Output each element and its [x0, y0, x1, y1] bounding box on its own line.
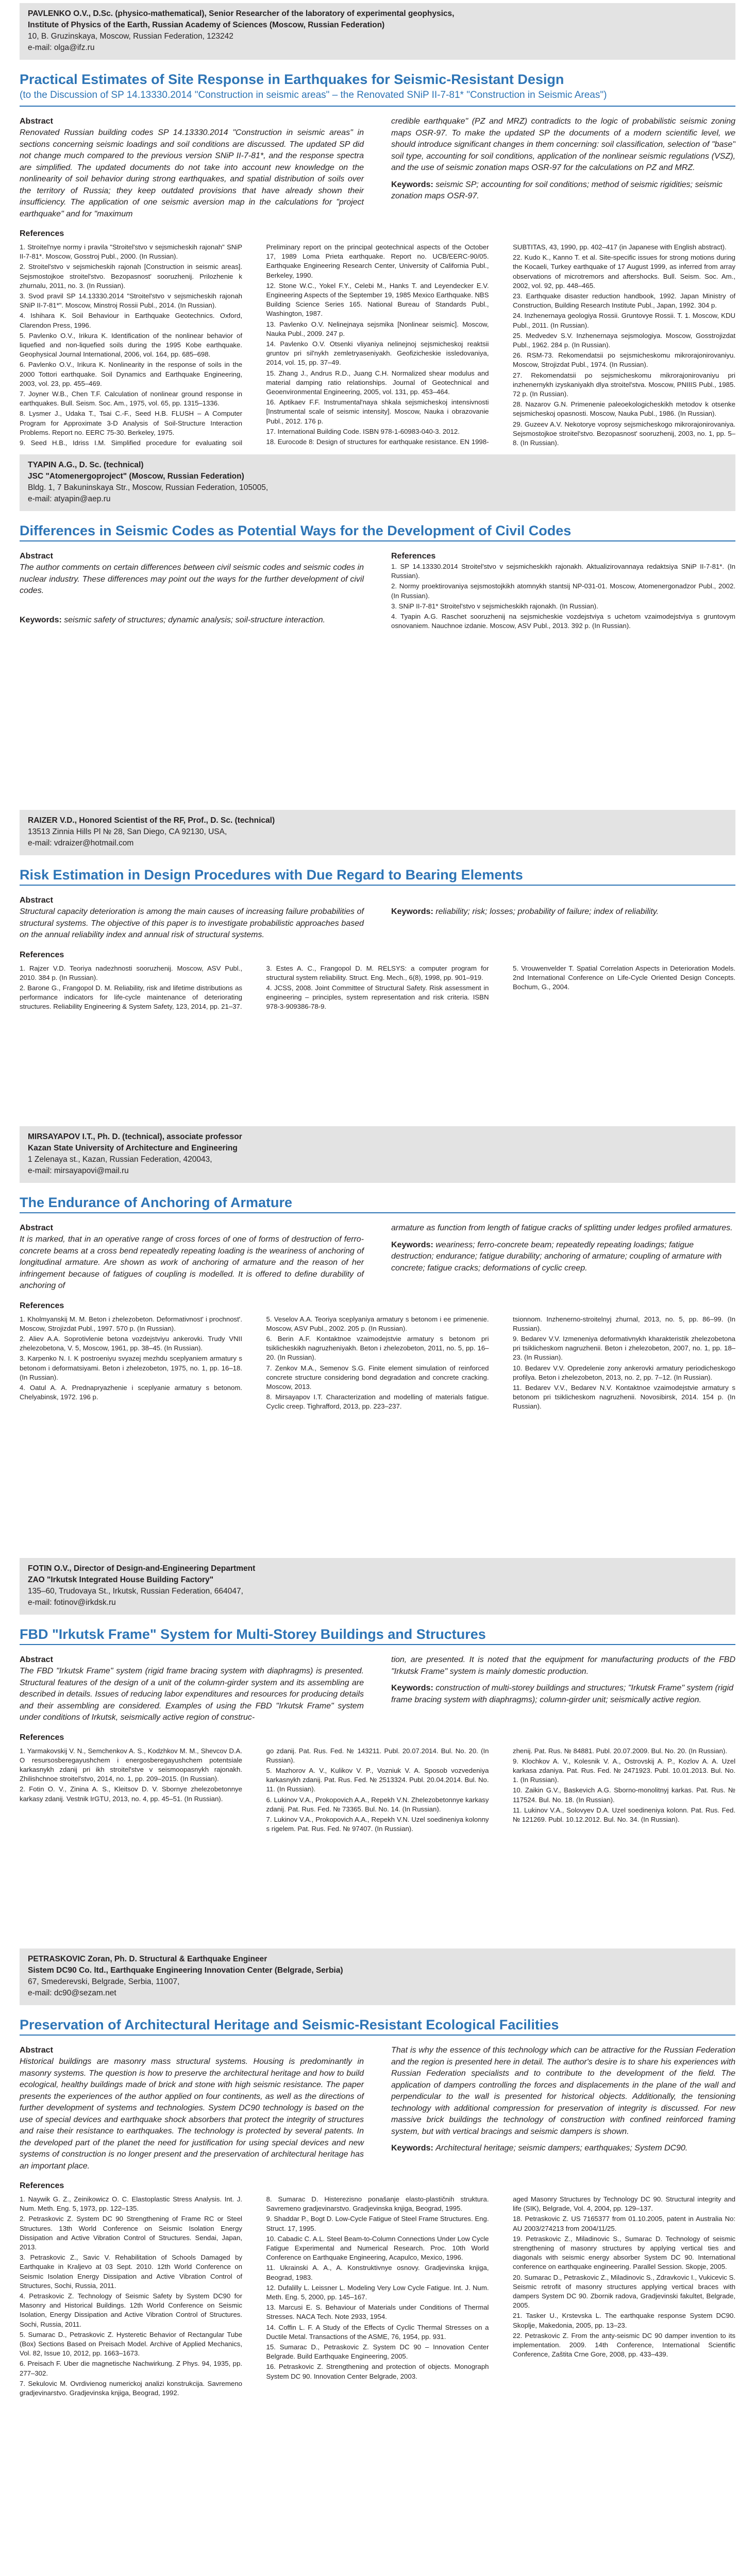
keywords-label: Keywords: [20, 615, 59, 624]
reference-item: 10. Zaikin G.V., Baskevich A.G. Sborno-monolitnyj karkas. Pat. Rus. № 117524. Bul. No. 18. (In Russian).: [513, 1786, 735, 1804]
author-box: [20, 3, 735, 60]
references: [20, 1315, 735, 1413]
article-title: The Endurance of Anchoring of Armature: [20, 1195, 293, 1210]
author-box: [20, 1558, 735, 1615]
author-address: 10, B. Gruzinskaya, Moscow, Russian Federation, 123242: [28, 32, 233, 41]
keywords: Keywords: seismic safety of structures; dynamic analysis; soil-structure interaction.: [20, 615, 326, 624]
abstract-label: Abstract: [20, 117, 53, 126]
reference-item: 27. Rekomendatsii po sejsmicheskomu mikrorajonirovaniyu pri inzhenernykh izyskaniyakh dlya stroitel'stva. Moscow, PNIIIS Publ., 1985. 72 p. (In Russian).: [513, 371, 735, 398]
reference-item: 16. Aptikaev F.F. Instrumental'naya shkala sejsmicheskoj intensivnosti [Instrumental scale of seismic intensity]. Moscow, Nauka i obrazovanie Publ., 2012. 176 p.: [266, 398, 489, 425]
author-address: 67, Smederevski, Belgrade, Serbia, 11007,: [28, 1977, 180, 1986]
references-col-2: [266, 2195, 489, 2399]
reference-item: go zdanij. Pat. Rus. Fed. № 143211. Publ. 20.07.2014. Bul. No. 20. (In Russian).: [266, 1747, 489, 1764]
abstract-text-left: Renovated Russian building codes SP 14.13330.2014 "Construction in seismic areas" in sections concerning seismic loadings and soil conditions are discussed. The updated SP did not change much compared to the previous version SNiP II-7-81*, and the response spectra are simplified. The updated documents do not take into account new knowledge on the nonlinearity of soil behavior during strong earthquakes, and spatial distribution of soils over the territory of Russia; they keep outdated provisions that have already shown their insufficiency. The application of one seismic aversion map in the calculations for "project earthquake" and for "maximum: [20, 128, 364, 218]
keywords-text: construction of multi-storey buildings and structures; "Irkutsk Frame" system (rigid frame bracing system with diaphragms); column-girder unit; seismically active region.: [391, 1684, 734, 1704]
references-col-2: [266, 1747, 489, 1835]
abstract-section: [20, 1223, 735, 1292]
keywords-label: Keywords: [391, 180, 431, 189]
title-rule: [20, 106, 735, 107]
reference-item: 2. Normy proektirovaniya sejsmostojkikh atomnykh stantsij NP-031-01. Moscow, Atomenergonadzor Publ., 2002. (In Russian).: [391, 582, 735, 600]
keywords-text: weariness; ferro-concrete beam; repeatedly repeating loadings; fatigue destruction; endurance; fatigue durability; anchoring of armature; coupling of armature with concrete; fatigue cracks; deformations of cyclic creep.: [391, 1240, 722, 1273]
reference-item: 25. Medvedev S.V. Inzhenernaya sejsmologiya. Moscow, Gosstrojizdat Publ., 1962. 284 p. (In Russian).: [513, 331, 735, 349]
keywords: Keywords: reliability; risk; losses; probability of failure; index of reliability.: [391, 907, 659, 916]
article-tyapin: [20, 454, 735, 805]
abstract-section: [20, 1654, 735, 1724]
reference-item: 3. SNiP II-7-81* Stroitel'stvo v sejsmicheskikh rajonakh. (In Russian).: [391, 602, 598, 610]
author-affiliation: JSC "Atomenergoproject" (Moscow, Russian Federation): [28, 472, 244, 481]
reference-item: 12. Stone W.C., Yokel F.Y., Celebi M., Hanks T. and Leyendecker E.V. Engineering Aspects of the September 19, 1985 Mexico Earthquake. NBS Building Science Series 165. National Bureau of Standards Publ., Washington, 1987.: [266, 281, 489, 318]
reference-item: 11. Ukrainski A. A., A. Konstruktivnye osnovy. Gradjevinska knjiga, Beograd, 1983.: [266, 2264, 489, 2281]
references-label: References: [20, 2181, 64, 2190]
abstract-section: [20, 551, 735, 632]
reference-item: 7. Sekulovic M. Ovrdivienog numerickoj analizi konstrukcija. Savremeno gradjevinarstvo. Gradjevinska knjiga, Beograd, 1992.: [20, 2379, 242, 2397]
keywords: Keywords: Architectural heritage; seismic dampers; earthquakes; System DC90.: [391, 2144, 688, 2153]
reference-item: 8. Sumarac D. Histerezisno ponašanje elasto-plastičnih struktura. Savremeno gradjevinarstvo. Gradjevinska knjiga, Beograd, 1995.: [266, 2195, 489, 2213]
reference-item: 2. Aliev A.A. Soprotivlenie betona vozdejstviyu ankerovki. Trudy VNII zhelezobetona, V. 5, Moscow, 1961, pp. 38–45. (In Russian).: [20, 1334, 242, 1352]
reference-item: 6. Berin A.F. Kontaktnoe vzaimodejstvie armatury s betonom pri tsiklicheskikh nagruzheniyakh. Beton i zhelezobeton, 2011, no. 5, pp. 16–20. (In Russian).: [266, 1334, 489, 1362]
references-col-3: [513, 243, 735, 448]
reference-item: 4. Tyapin A.G. Raschet sooruzhenij na sejsmicheskie vozdejstviya s uchetom vzaimodejstviya s gruntovym osnovaniem. Nauchnoe izdanie. Moscow, ASV Publ., 2013. 392 p. (In Russian).: [391, 613, 735, 630]
reference-item: 22. Petraskovic Z. From the anty-seismic DC 90 damper invention to its implementation. 2009. 14th Conference, International Scientific Conference, Zaštita Crne Gore, 2008, pp. 433–439.: [513, 2331, 735, 2359]
author-box: [20, 810, 735, 855]
references-label: References: [20, 229, 64, 238]
author-affiliation: Institute of Physics of the Earth, Russian Academy of Sciences (Moscow, Russian Federation): [28, 21, 385, 29]
abstract-label: Abstract: [20, 1655, 53, 1664]
abstract-text: The author comments on certain differences between civil seismic codes and seismic codes in nuclear industry. These differences may point out the ways for the further development of civil codes.: [20, 563, 364, 595]
keywords-text: Architectural heritage; seismic dampers; earthquakes; System DC90.: [435, 2144, 688, 2153]
title-rule: [20, 1644, 735, 1645]
references-label: References: [20, 950, 64, 959]
title-rule: [20, 885, 735, 886]
keywords-text: seismic safety of structures; dynamic analysis; soil-structure interaction.: [64, 615, 326, 624]
reference-item: 19. Petraskovic Z., Miladinovic S., Sumarac D. Technology of seismic strengthening of masonry structures by applying vertical ties and diagonals with seismic energy absorber System DC 90. International conference on earthquake engineering. Parallel Session. Skopje, 2005.: [513, 2234, 735, 2271]
reference-item: 1. Stroitel'nye normy i pravila "Stroitel'stvo v sejsmicheskih rajonah" SNiP II-7-81*. Moscow, Gosstroj Publ., 2000. (In Russian).: [20, 243, 242, 261]
abstract-text-right: tion, are presented. It is noted that the equipment for manufacturing products of the FBD "Irkutsk Frame" system is mainly domestic production.: [391, 1655, 735, 1676]
abstract-label: Abstract: [20, 2046, 53, 2055]
reference-item: aged Masonry Structures by Technology DC 90. Structural integrity and life (SIK), Belgrade, Vol. 4, 2004, pp. 129–137.: [513, 2195, 735, 2213]
reference-item: 9. Bedarev V.V. Izmeneniya deformativnykh kharakteristik zhelezobetona pri tsiklicheskom nagruzhenii. Beton i zhelezobeton, 2007, no. 1, pp. 18–23. (In Russian).: [513, 1334, 735, 1362]
reference-item: 16. Petraskovic Z. Strengthening and protection of objects. Monograph System DC 90. Innovation Center Belgrade, 2003.: [266, 2363, 489, 2380]
reference-item: 5. Pavlenko O.V., Irikura K. Identification of the nonlinear behavior of liquefied and non-liquefied soils during the 1995 Kobe earthquake. Geophysical Journal International, 2006, vol. 164, pp. 685–698.: [20, 331, 242, 359]
reference-item: tsionnom. Inzhenerno-stroitelnyj zhurnal, 2013, no. 5, pp. 86–99. (In Russian).: [513, 1315, 735, 1332]
keywords-label: Keywords: [391, 907, 431, 916]
author-email[interactable]: e-mail: dc90@sezam.net: [28, 1989, 116, 1997]
keywords: Keywords: weariness; ferro-concrete beam; repeatedly repeating loadings; fatigue destruction; endurance; fatigue durability; anchoring of armature; coupling of armature with concrete; fatigue cracks; deformations of cyclic creep.: [391, 1240, 722, 1273]
references-label: References: [20, 1733, 64, 1742]
author-affiliation: Sistem DC90 Co. ltd., Earthquake Engineering Innovation Center (Belgrade, Serbia): [28, 1966, 343, 1975]
reference-item: 1. Rajzer V.D. Teoriya nadezhnosti sooruzhenij. Moscow, ASV Publ., 2010. 384 p. (In Russian).: [20, 964, 242, 981]
reference-item: 8. Mirsayapov I.T. Characterization and modelling of materials fatigue. Cyclic creep. Tighrafford, 2013, pp. 223–237.: [266, 1393, 489, 1411]
article-title: Risk Estimation in Design Procedures with Due Regard to Bearing Elements: [20, 867, 523, 883]
title-rule: [20, 540, 735, 541]
keywords-text: seismic SP; accounting for soil conditions; method of seismic rigidities; seismic zonation maps OSR-97.: [391, 180, 723, 200]
author-affiliation: Kazan State University of Architecture and Engineering: [28, 1144, 238, 1153]
reference-item: 18. Eurocode 8: Design of structures for earthquake resistance. EN 1998-: [266, 438, 489, 446]
references: [20, 2195, 735, 2399]
reference-item: 18. Petraskovic Z. US 7165377 from 01.10.2005, patent in Australia No: AU 2003/274213 from 2004/11/25.: [513, 2215, 735, 2232]
author-name: PAVLENKO O.V., D.Sc. (physico-mathematical), Senior Researcher of the laboratory of experimental geophysics,: [28, 9, 455, 18]
reference-item: 11. Lukinov V.A., Solovyev D.A. Uzel soedineniya kolonn. Pat. Rus. Fed. № 121269. Publ. 10.12.2012. Bul. No. 34. (In Russian).: [513, 1806, 735, 1823]
references-col-2: [266, 1315, 489, 1413]
keywords-label: Keywords: [391, 1240, 431, 1249]
abstract-text-left: The FBD "Irkutsk Frame" system (rigid frame bracing system with diaphragms) is presented. Structural features of the design of a unit of the column-girder system and its assembling are described in details. Issues of reducing labor expenditures and resources for producing details and their assembling are considered. Examples of using the FBD "Irkutsk Frame" system under conditions of Irkutsk, seismically active region of construc-: [20, 1667, 364, 1722]
references-col-3: [513, 2195, 735, 2399]
reference-item: 6. Pavlenko O.V., Irikura K. Nonlinearity in the response of soils in the 2000 Tottori earthquake. Soil Dynamics and Earthquake Engineering, 2003, vol. 23, pp. 455–469.: [20, 361, 242, 387]
abstract-label: Abstract: [20, 1224, 53, 1232]
reference-item: 23. Earthquake disaster reduction handbook, 1992. Japan Ministry of Construction, Building Research Institute Publ., Japan, 1992. 304 p.: [513, 292, 735, 310]
article-title: Differences in Seismic Codes as Potential Ways for the Development of Civil Codes: [20, 523, 572, 538]
reference-item: 1. SP 14.13330.2014 Stroitel'stvo v sejsmicheskikh rajonakh. Aktualizirovannaya redaktsiya SNiP II-7-81*. (In Russian).: [391, 563, 735, 580]
reference-item: 11. Bedarev V.V., Bedarev N.V. Kontaktnoe vzaimodejstvie armatury s betonom pri tsiklicheskom nagruzhenii. Novosibirsk, 2014. 154 p. (In Russian).: [513, 1383, 735, 1411]
references-list: [391, 562, 735, 631]
references: [20, 1747, 735, 1835]
references-col-3: [513, 964, 735, 1013]
author-email[interactable]: e-mail: olga@ifz.ru: [28, 43, 95, 52]
title-rule: [20, 1212, 735, 1213]
article-pavlenko: [20, 3, 735, 448]
abstract-section: [20, 895, 735, 941]
article-title: Preservation of Architectural Heritage and Seismic-Resistant Ecological Facilities: [20, 2017, 559, 2032]
references-col-1: [20, 2195, 242, 2399]
reference-item: 20. Sumarac D., Petraskovic Z., Miladinovic S., Zdravkovic I., Vukicevic S. Seismic retrofit of masonry structures applying vertical braces with dampers System DC 90. Zbornik radova, Gradjevinski fakultet, Belgrade, 2005.: [513, 2273, 735, 2310]
reference-item: 4. JCSS, 2008. Joint Committee of Structural Safety. Risk assessment in engineering – principles, system representation and risk criteria. ISBN 978-3-909386-78-9.: [266, 984, 489, 1011]
reference-item: 3. Estes A. C., Frangopol D. M. RELSYS: a computer program for structural system reliability. Struct. Eng. Mech., 6(8), 1998, pp. 901–919.: [266, 964, 489, 981]
reference-item: 7. Lukinov V.A., Prokopovich A.A., Repekh V.N. Uzel soedineniya kolonny s rigelem. Pat. Rus. Fed. № 97407. (In Russian).: [266, 1815, 489, 1833]
references-col-3: [513, 1315, 735, 1413]
abstract-section: [20, 116, 735, 220]
title-rule: [20, 2035, 735, 2036]
reference-item: 1. Kholmyanskij M. M. Beton i zhelezobeton. Deformativnost' i prochnost'. Moscow, Strojizdat Publ., 1997. 570 p. (In Russian).: [20, 1315, 242, 1332]
abstract-text-right: credible earthquake" (PZ and MRZ) contradicts to the logic of probabilistic seismic zoning maps OSR-97. To make the updated SP the documents of a modern scientific level, we should introduce significant changes in them concerning: soil classification, selection of "base" soil type, accounting for soil conditions, application of the nonlinear seismic regulations (VSZ), and the use of seismic zonation maps OSR-97 for the calculations on PZ and MRZ.: [391, 117, 735, 172]
reference-item: 28. Nazarov G.N. Primenenie paleoekologicheskikh metodov k otsenke sejsmicheskoj opasnosti. Moscow, Nauka Publ., 1986. (In Russian).: [513, 400, 735, 418]
reference-item: 4. Oatul A. A. Prednapryazhenie i sceplyanie armatury s betonom. Chelyabinsk, 1972. 196 p.: [20, 1383, 242, 1401]
author-box: [20, 1126, 735, 1183]
reference-item: 21. Tasker U., Krstevska L. The earthquake response System DC90. Skoplje, Makedonia, 2005, pp. 13–23.: [513, 2312, 735, 2329]
abstract-label: Abstract: [20, 552, 53, 561]
author-box: [20, 1948, 735, 2005]
abstract-text: Structural capacity deterioration is among the main causes of increasing failure probabilities of structural systems. The objective of this paper is to investigate probabilistic approaches based on the annual reliability index and annual risk of structural systems.: [20, 907, 364, 939]
references-col-2: [266, 964, 489, 1013]
reference-item: 10. Bedarev V.V. Opredelenie zony ankerovki armatury periodicheskogo profilya. Beton i zhelezobeton, 2013, no. 2, pp. 7–12. (In Russian).: [513, 1364, 735, 1381]
reference-item: 7. Zenkov M.A., Semenov S.G. Finite element simulation of reinforced concrete structure considering bond degradation and concrete cracking. Moscow, 2013.: [266, 1364, 489, 1391]
keywords: Keywords: seismic SP; accounting for soil conditions; method of seismic rigidities; seismic zonation maps OSR-97.: [391, 180, 723, 200]
reference-item: 10. Cabadic C. A.L. Steel Beam-to-Column Connections Under Low Cycle Fatigue Experimental and Numerical Research. Proc. 10th World Conference on Earthquake Engineering, Acapulco, Mexico, 1996.: [266, 2234, 489, 2262]
abstract-text-left: Historical buildings are masonry mass structural systems. Housing is predominantly in masonry systems. The question is how to preserve the architectural heritage and how to build ecological, healthy buildings made of brick and stone with high seismic resistance. The paper presents the experiences of the author applied on four continents, as well as the directions of further development of systems and technologies. System DC90 technology is based on the use of special devices and earthquake shock absorbers that protect the integrity of structures and raise their resistance to earthquakes. The technology is protected by several patents. In the developed part of the planet the need for justification for using special devices and new systems of construction is no longer present and the preservation of architectural heritage has an important place.: [20, 2057, 364, 2171]
references: [20, 243, 735, 448]
references-label: References: [391, 552, 436, 561]
reference-item: 5. Vrouwenvelder T. Spatial Correlation Aspects in Deterioration Models. 2nd International Conference on Life-Cycle Oriented Design Concepts. Bochum, G., 2004.: [513, 964, 735, 991]
keywords: Keywords: construction of multi-storey buildings and structures; "Irkutsk Frame" system (rigid frame bracing system with diaphragms); column-girder unit; seismically active region.: [391, 1684, 734, 1704]
author-email[interactable]: e-mail: mirsayapovi@mail.ru: [28, 1166, 129, 1175]
references-col-1: [20, 1315, 242, 1413]
reference-item: 8. Lysmer J., Udaka T., Tsai C.-F., Seed H.B. FLUSH – A Computer Program for Approximate 3-D Analysis of Soil-Structure Interaction Problems. Report no. EERC 75-30. Berkeley, 1975.: [20, 410, 242, 436]
reference-item: zhenij. Pat. Rus. № 84881. Publ. 20.07.2009. Bul. No. 20. (In Russian).: [513, 1747, 727, 1755]
reference-item: 4. Petraskovic Z. Technology of Seismic Safety by System DC90 for Masonry and Historical Buildings. 12th World Conference on Seismic Isolation, Energy Dissipation and Active Vibration Control of Structures. Sochi, Russia, 2011.: [20, 2292, 242, 2328]
article-petraskovic: [20, 1948, 735, 2576]
reference-item: 12. Dufalilly L. Leissner L. Modeling Very Low Cycle Fatigue. Int. J. Num. Meth. Eng. 5, 2000, pp. 145–167.: [266, 2283, 489, 2301]
reference-item: 5. Veselov A.A. Teoriya sceplyaniya armatury s betonom i ee primenenie. Moscow, ASV Publ., 2002. 205 p. (In Russian).: [266, 1315, 489, 1332]
author-address: 13513 Zinnia Hills Pl № 28, San Diego, CA 92130, USA,: [28, 827, 227, 836]
author-name: PETRASKOVIC Zoran, Ph. D. Structural & Earthquake Engineer: [28, 1955, 267, 1963]
article-fotin: [20, 1558, 735, 1939]
reference-item: 1. Yarmakovskij V. N., Semchenkov A. S., Kodzhkov M. M., Shevcov D.A. O resursosberegayushchem i energosberegayushchem potentsiale karkasnykh zdanij pri ikh stroitel'stve v seismoopasnykh rajonakh. Zhilishchnoe stroitel'stvo, 2014, no. 1, pp. 209–2015. (In Russian).: [20, 1747, 242, 1783]
abstract-label: Abstract: [20, 896, 53, 905]
abstract-section: [20, 2045, 735, 2172]
author-name: FOTIN O.V., Director of Design-and-Engineering Department: [28, 1564, 256, 1573]
keywords-text: reliability; risk; losses; probability of failure; index of reliability.: [435, 907, 659, 916]
reference-item: 14. Coffin L. F. A Study of the Effects of Cyclic Thermal Stresses on a Ductile Metal. Transactions of the ASME, 76, 1954, pp. 931.: [266, 2323, 489, 2341]
reference-item: 1. Naywik G. Z., Zeinikowicz O. C. Elastoplastic Stress Analysis. Int. J. Num. Meth. Eng. 5, 1973, pp. 122–135.: [20, 2195, 242, 2213]
reference-item: 9. Shaddar P., Bogt D. Low-Cycle Fatigue of Steel Frame Structures. Eng. Struct. 17, 1995.: [266, 2215, 489, 2232]
reference-item: 5. Sumarac D., Petraskovic Z. Hysteretic Behavior of Rectangular Tube (Box) Sections Based on Preisach Model. Archive of Applied Mechanics, Vol. 82, Issue 10, 2012, pp. 1663–1673.: [20, 2330, 242, 2358]
reference-item: Preliminary report on the principal geotechnical aspects of the October 17, 1989 Loma Prieta earthquake. Report no. UCB/EERC-90/05. Earthquake Engineering Research Center, University of California Publ., Berkeley, 1990.: [266, 243, 489, 279]
references-col-3: [513, 1747, 735, 1835]
references-col-2: [266, 243, 489, 448]
reference-item: 14. Pavlenko O.V. Otsenki vliyaniya nelinejnoj sejsmicheskoj reaktsii gruntov pri sil'nykh zemletryaseniyakh. Geofizicheskie issledovaniya, 2014, vol. 15, pp. 37–49.: [266, 340, 489, 367]
reference-item: 3. Svod pravil SP 14.13330.2014 "Stroitel'stvo v sejsmicheskih rajonah SNiP II-7-81*". Moscow, Minstroj Rossii Publ., 2014. (In Russian).: [20, 292, 242, 310]
reference-item: 13. Marcusi E. S. Behaviour of Materials under Conditions of Thermal Stresses. NACA Tech. Note 2933, 1954.: [266, 2303, 489, 2321]
reference-item: 29. Guzeev A.V. Nekotorye voprosy sejsmicheskogo mikrorajonirovaniya. Sejsmostojkoe stroitel'stvo. Bezopasnost' sooruzhenij, 2003, no. 1, pp. 5–8. (In Russian).: [513, 420, 735, 447]
reference-item: 24. Inzhenernaya geologiya Rossii. Gruntovye Rossii. T. 1. Moscow, KDU Publ., 2011. (In Russian).: [513, 312, 735, 329]
reference-item: 2. Fotin O. V., Zinina A. S., Kleitsov D. V. Sbornye zhelezobetonnye karkasy zdanij. Vestnik IrGTU, 2013, no. 4, pp. 45–51. (In Russian).: [20, 1785, 242, 1803]
abstract-text-left: It is marked, that in an operative range of cross forces of one of forms of destruction of ferro-concrete beams at a cross bend repeatedly repeating loading is the weariness of anchoring of longitudinal armature. Are shown as work of anchoring of armature and the reason of her infringement because of fatigues of coupling is modelled. It is offered to define durability of anchoring of: [20, 1235, 364, 1290]
references-label: References: [20, 1301, 64, 1310]
reference-item: 5. Mazhorov A. V., Kulikov V. P., Vozniuk V. A. Sposob vozvedeniya karkasnykh zdanij. Pat. Rus. Fed. № 2513324. Publ. 20.04.2014. Bul. No. 11. (In Russian).: [266, 1766, 489, 1793]
author-address: 135–60, Trudovaya St., Irkutsk, Russian Federation, 664047,: [28, 1587, 243, 1596]
article-raizer: [20, 810, 735, 1119]
reference-item: 22. Kudo K., Kanno T. et al. Site-specific issues for strong motions during the Kocaeli, Turkey earthquake of 17 August 1999, as inferred from array observations of microtremors and aftershocks. Bull. Seism. Soc. Am., 2002, vol. 92, pp. 448–465.: [513, 253, 735, 290]
references-col-1: [20, 1747, 242, 1835]
article-subtitle: (to the Discussion of SP 14.13330.2014 "Construction in seismic areas" – the Renovated SNiP II-7-81* "Construction in Seismic Areas"): [20, 90, 607, 100]
article-title: FBD "Irkutsk Frame" System for Multi-Storey Buildings and Structures: [20, 1626, 486, 1642]
author-affiliation: ZAO "Irkutsk Integrated House Building Factory": [28, 1575, 214, 1584]
reference-item: 17. International Building Code. ISBN 978-1-60983-040-3. 2012.: [266, 427, 460, 435]
reference-item: 2. Stroitel'stvo v sejsmicheskih rajonah [Construction in seismic areas]. Sejsmostojkoe stroitel'stvo. Bezopasnost' sooruzhenij. Prilozhenie k zhurnalu, 2011, no. 3. (In Russian).: [20, 263, 242, 290]
author-name: RAIZER V.D., Honored Scientist of the RF, Prof., D. Sc. (technical): [28, 816, 275, 825]
article-mirsayapov: [20, 1126, 735, 1523]
reference-item: 4. Ishihara K. Soil Behaviour in Earthquake Geotechnics. Oxford, Clarendon Press, 1996.: [20, 312, 242, 329]
reference-item: 3. Petraskovic Z., Savic V. Rehabilitation of Schools Damaged by Earthquake in Kraljevo at 03 Sept. 2010. 12th World Conference on Seismic Isolation Energy Dissipation and Active Vibration Control of Structures, Sochi, Russia, 2011.: [20, 2253, 242, 2290]
reference-item: 9. Klochkov A. V., Kolesnik V. A., Ostrovskij A. P., Kozlov A. A. Uzel karkasa zdaniya. Pat. Rus. Fed. № 2471923. Publ. 10.01.2013. Bul. No. 1. (In Russian).: [513, 1757, 735, 1784]
abstract-text-right: That is why the essence of this technology which can be attractive for the Russian Federation and the region is presented here in detail. The author's desire is to share his experiences with Russian Federation specialists and to contribute to the development of the field. The application of dampers controlling the forces and displacements in the plane of the wall and perpendicular to the wall is presented for historical objects. Additionally, the tensioning technology with additional compression for preservation of integrity is discussed. For new massive brick buildings the technology of construction with confined reinforced framing system, but with vertical bracings and seismic dampers is shown.: [391, 2046, 735, 2136]
references: [20, 964, 735, 1013]
keywords-label: Keywords: [391, 1684, 431, 1692]
author-email[interactable]: e-mail: fotinov@irkdsk.ru: [28, 1598, 116, 1607]
reference-item: 15. Zhang J., Andrus R.D., Juang C.H. Normalized shear modulus and material damping ratio relationships. Journal of Geotechnical and Geoenvironmental Engineering, 2005, vol. 131, pp. 453–464.: [266, 369, 489, 396]
abstract-text-right: armature as function from length of fatigue cracks of splitting under ledges profiled armatures.: [391, 1224, 733, 1232]
author-name: MIRSAYAPOV I.T., Ph. D. (technical), associate professor: [28, 1132, 242, 1141]
author-address: 1 Zelenaya st., Kazan, Russian Federation, 420043,: [28, 1155, 212, 1164]
references-col-1: [20, 243, 242, 448]
reference-item: 15. Sumarac D., Petraskovic Z. System DC 90 – Innovation Center Belgrade. Build Earthquake Engineering, 2005.: [266, 2343, 489, 2361]
author-box: [20, 454, 735, 511]
reference-item: 2. Barone G., Frangopol D. M. Reliability, risk and lifetime distributions as performance indicators for life-cycle maintenance of deteriorating structures. Reliability Engineering & System Safety, 123, 2014, pp. 21–37.: [20, 984, 242, 1011]
references-col-1: [20, 964, 242, 1013]
reference-item: 2. Petraskovic Z. System DC 90 Strengthening of Frame RC or Steel Structures. 13th World Conference on Seismic Isolation Energy Dissipation and Active Vibration Control of Structures. Sendai, Japan, 2013.: [20, 2215, 242, 2251]
reference-item: 6. Lukinov V.A., Prokopovich A.A., Repekh V.N. Zhelezobetonnye karkasy zdanij. Pat. Rus. Fed. № 73365. Bul. No. 14. (In Russian).: [266, 1795, 489, 1813]
reference-item: 7. Joyner W.B., Chen T.F. Calculation of nonlinear ground response in earthquakes. Bull. Seism. Soc. Am., 1975, vol. 65, pp. 1315–1336.: [20, 390, 242, 408]
reference-item: 13. Pavlenko O.V. Nelinejnaya sejsmika [Nonlinear seismic]. Moscow, Nauka Publ., 2009. 247 p.: [266, 320, 489, 337]
author-email[interactable]: e-mail: vdraizer@hotmail.com: [28, 839, 134, 848]
reference-item: 9. Seed H.B., Idriss I.M. Simplified procedure for evaluating soil: [20, 439, 242, 447]
reference-item: 3. Karpenko N. I. K postroeniyu svyazej mezhdu sceplyaniem armatury s betonom i deformatsiyami. Beton i zhelezobeton, 1975, no. 1, pp. 16–18. (In Russian).: [20, 1354, 242, 1381]
article-title: Practical Estimates of Site Response in Earthquakes for Seismic-Resistant Design: [20, 72, 564, 87]
reference-item: SUBTITAS, 43, 1990, pp. 402–417 (in Japanese with English abstract).: [513, 243, 727, 251]
author-name: TYAPIN A.G., D. Sc. (technical): [28, 461, 144, 469]
author-address: Bldg. 1, 7 Bakuninskaya Str., Moscow, Russian Federation, 105005,: [28, 483, 269, 492]
reference-item: 26. RSM-73. Rekomendatsii po sejsmicheskomu mikrorajonirovaniyu. Moscow, Strojizdat Publ., 1974. (In Russian).: [513, 351, 735, 369]
reference-item: 6. Preisach F. Uber die magnetische Nachwirkung. Z Phys. 94, 1935, pp. 277–302.: [20, 2360, 242, 2377]
author-email[interactable]: e-mail: atyapin@aep.ru: [28, 495, 111, 503]
keywords-label: Keywords: [391, 2144, 431, 2153]
